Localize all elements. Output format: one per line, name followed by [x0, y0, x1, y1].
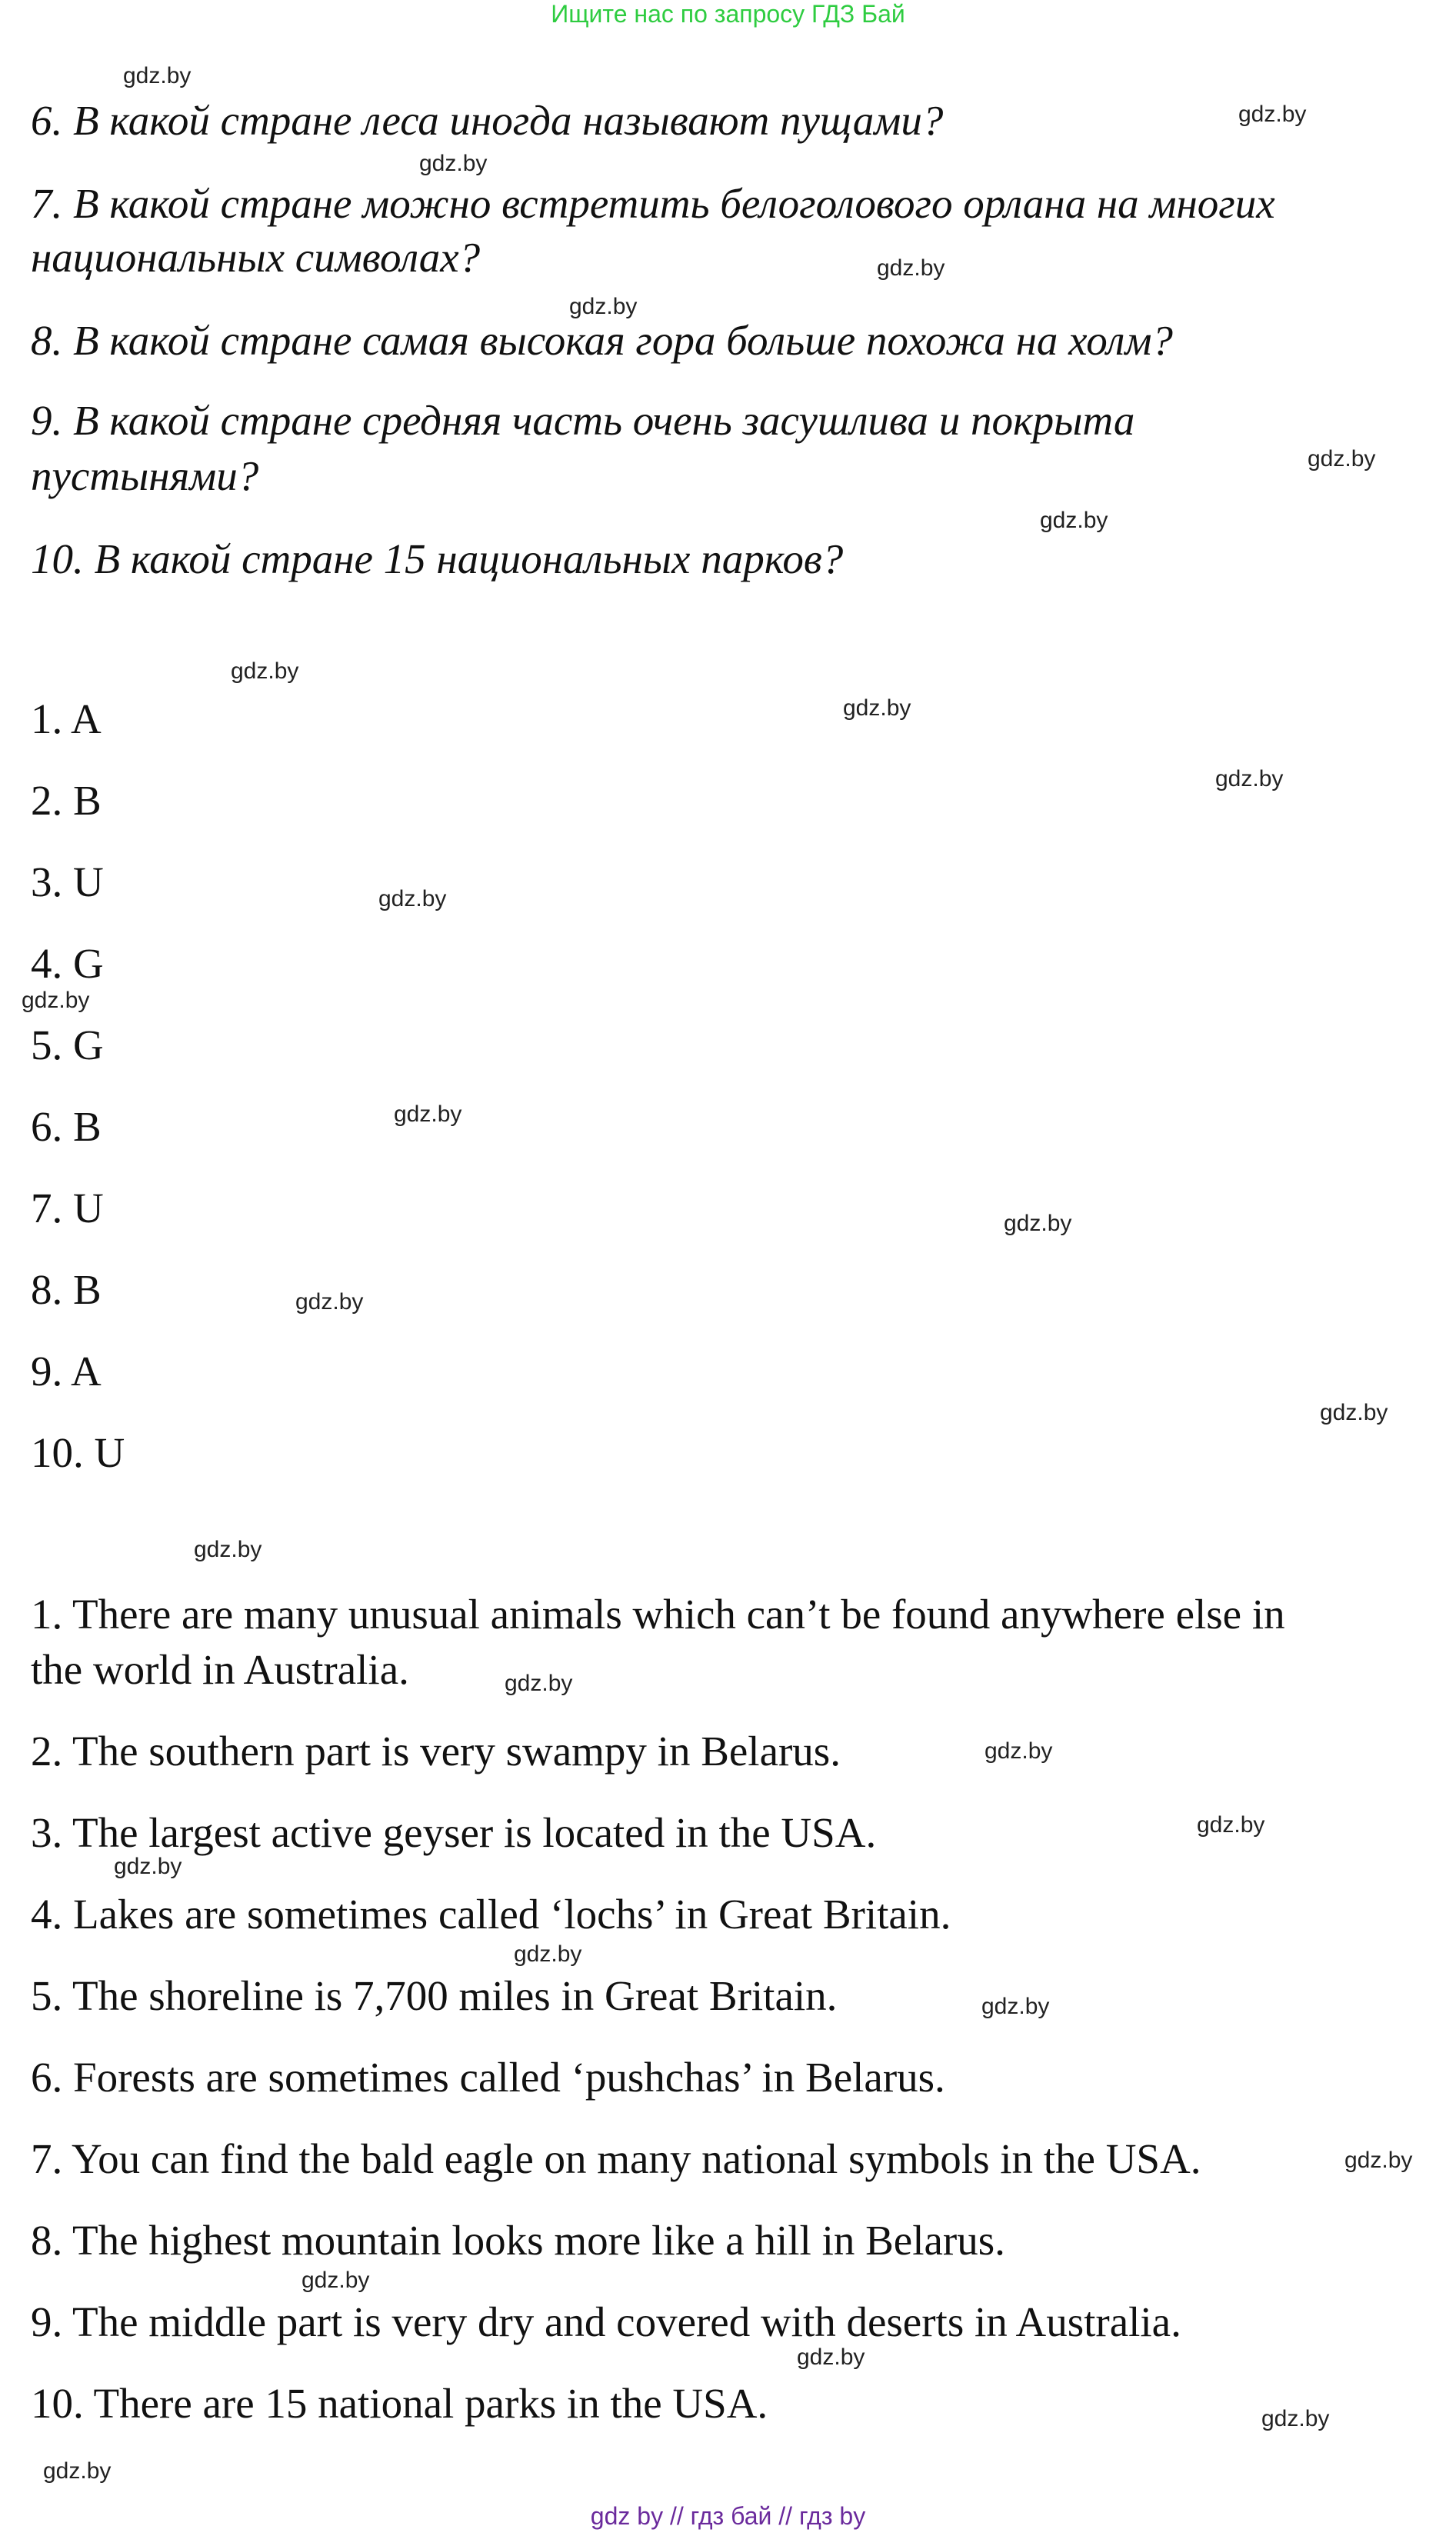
watermark: gdz.by — [114, 1854, 182, 1879]
watermark: gdz.by — [1004, 1211, 1072, 1236]
watermark: gdz.by — [569, 294, 638, 319]
sentence-8: 8. The highest mountain looks more like a hill in Belarus. — [31, 2217, 1005, 2264]
watermark: gdz.by — [22, 988, 90, 1013]
watermark: gdz.by — [378, 886, 447, 911]
answer-8: 8. B — [31, 1266, 102, 1313]
question-7-line-2: национальных символах? — [31, 234, 481, 281]
watermark: gdz.by — [1238, 102, 1307, 127]
watermark: gdz.by — [1344, 2148, 1413, 2173]
sentence-10: 10. There are 15 national parks in the USA. — [31, 2380, 768, 2427]
watermark: gdz.by — [1215, 766, 1284, 791]
question-7-line-1: 7. В какой стране можно встретить белоголового орлана на многих — [31, 180, 1275, 227]
watermark: gdz.by — [394, 1101, 462, 1127]
watermark: gdz.by — [877, 255, 945, 281]
watermark: gdz.by — [843, 695, 911, 721]
answer-1: 1. A — [31, 695, 102, 742]
watermark: gdz.by — [985, 1738, 1053, 1764]
top-search-banner[interactable]: Ищите нас по запросу ГДЗ Бай — [551, 0, 905, 28]
sentence-9: 9. The middle part is very dry and covered with deserts in Australia. — [31, 2298, 1181, 2345]
answer-9: 9. A — [31, 1348, 102, 1395]
sentence-3: 3. The largest active geyser is located in the USA. — [31, 1809, 877, 1856]
answer-2: 2. B — [31, 777, 102, 824]
sentence-1-line-1: 1. There are many unusual animals which can’t be found anywhere else in — [31, 1591, 1285, 1638]
watermark: gdz.by — [514, 1941, 582, 1967]
answer-3: 3. U — [31, 858, 104, 905]
sentence-7: 7. You can find the bald eagle on many national symbols in the USA. — [31, 2135, 1201, 2182]
question-10: 10. В какой стране 15 национальных парков? — [31, 535, 844, 582]
question-9-line-2: пустынями? — [31, 452, 259, 499]
answer-7: 7. U — [31, 1185, 104, 1231]
watermark: gdz.by — [123, 63, 192, 88]
question-6: 6. В какой стране леса иногда называют пущами? — [31, 97, 944, 144]
sentence-1-line-2: the world in Australia. — [31, 1646, 409, 1693]
watermark: gdz.by — [295, 1289, 364, 1315]
answer-5: 5. G — [31, 1021, 104, 1068]
watermark: gdz.by — [419, 151, 488, 176]
sentence-2: 2. The southern part is very swampy in Belarus. — [31, 1728, 841, 1775]
sentence-6: 6. Forests are sometimes called ‘pushchas’ in Belarus. — [31, 2054, 945, 2101]
answer-4: 4. G — [31, 940, 104, 987]
watermark: gdz.by — [231, 658, 299, 684]
watermark: gdz.by — [797, 2344, 865, 2370]
watermark: gdz.by — [1261, 2406, 1330, 2431]
sentence-4: 4. Lakes are sometimes called ‘lochs’ in Great Britain. — [31, 1891, 951, 1938]
watermark: gdz.by — [1197, 1812, 1265, 1838]
answer-6: 6. B — [31, 1103, 102, 1150]
watermark: gdz.by — [1308, 446, 1376, 472]
watermark: gdz.by — [505, 1671, 573, 1696]
question-9-line-1: 9. В какой стране средняя часть очень засушлива и покрыта — [31, 397, 1135, 444]
watermark: gdz.by — [1040, 508, 1108, 533]
watermark: gdz.by — [981, 1994, 1050, 2019]
footer-links[interactable]: gdz by // гдз бай // гдз by — [590, 2502, 866, 2530]
sentence-5: 5. The shoreline is 7,700 miles in Great Britain. — [31, 1972, 838, 2019]
watermark: gdz.by — [1320, 1400, 1388, 1425]
question-8: 8. В какой стране самая высокая гора больше похожа на холм? — [31, 317, 1173, 364]
watermark: gdz.by — [302, 2268, 370, 2293]
answer-10: 10. U — [31, 1429, 125, 1476]
watermark: gdz.by — [43, 2458, 112, 2484]
watermark: gdz.by — [194, 1537, 262, 1562]
